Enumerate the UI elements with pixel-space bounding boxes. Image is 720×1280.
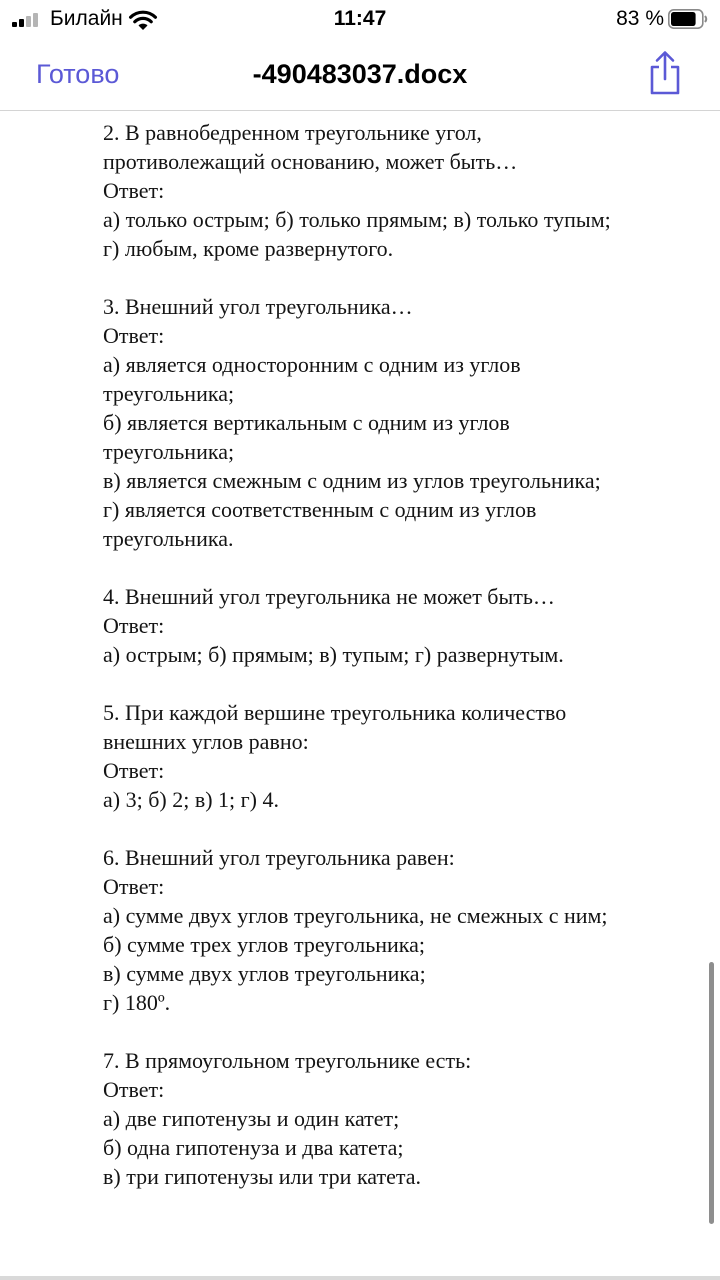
document-line: Ответ:	[103, 1077, 165, 1102]
document-line: Ответ:	[103, 178, 165, 203]
carrier-name: Билайн	[50, 7, 123, 30]
document-line: в) является смежным с одним из углов треугольника;	[103, 468, 601, 493]
document-line: Ответ:	[103, 874, 165, 899]
document-line: а) острым; б) прямым; в) тупым; г) развернутым.	[103, 642, 564, 667]
document-line: Ответ:	[103, 323, 165, 348]
document-line: б) сумме трех углов треугольника;	[103, 932, 426, 957]
document-content[interactable]	[103, 118, 683, 1220]
question-block	[103, 118, 683, 263]
document-line: треугольника;	[103, 381, 235, 406]
document-line: 4. Внешний угол треугольника не может быть…	[103, 584, 555, 609]
document-line: противолежащий основанию, может быть…	[103, 149, 518, 174]
document-line: 2. В равнобедренном треугольнике угол,	[103, 120, 482, 145]
document-line: треугольника.	[103, 526, 234, 551]
status-time: 11:47	[333, 7, 387, 30]
battery-percent: 83 %	[616, 7, 664, 30]
document-line: Ответ:	[103, 613, 165, 638]
document-line: г) 180º.	[103, 990, 171, 1015]
question-block	[103, 843, 683, 1017]
document-line: а) является односторонним с одним из углов	[103, 352, 521, 377]
question-block	[103, 1046, 683, 1191]
share-icon[interactable]	[645, 50, 685, 96]
document-line: 7. В прямоугольном треугольнике есть:	[103, 1048, 472, 1073]
done-button[interactable]: Готово	[36, 59, 120, 89]
document-line: 3. Внешний угол треугольника…	[103, 294, 413, 319]
document-line: в) три гипотенузы или три катета.	[103, 1164, 422, 1189]
document-line: в) сумме двух углов треугольника;	[103, 961, 426, 986]
question-block	[103, 698, 683, 814]
document-line: 6. Внешний угол треугольника равен:	[103, 845, 455, 870]
document-line: б) является вертикальным с одним из углов	[103, 410, 510, 435]
bottom-edge	[0, 1276, 720, 1280]
scroll-indicator[interactable]	[709, 962, 714, 1224]
document-line: Ответ:	[103, 758, 165, 783]
question-block	[103, 292, 683, 553]
battery-icon	[668, 9, 708, 29]
document-line: 5. При каждой вершине треугольника количество	[103, 700, 567, 725]
nav-bar	[0, 40, 720, 111]
document-line: г) любым, кроме развернутого.	[103, 236, 394, 261]
status-bar	[0, 0, 720, 40]
document-title: -490483037.docx	[252, 59, 468, 89]
question-block	[103, 582, 683, 669]
document-line: треугольника;	[103, 439, 235, 464]
document-line: внешних углов равно:	[103, 729, 309, 754]
document-line: а) 3; б) 2; в) 1; г) 4.	[103, 787, 280, 812]
document-line: а) сумме двух углов треугольника, не смежных с ним;	[103, 903, 608, 928]
document-line: а) только острым; б) только прямым; в) только тупым;	[103, 207, 611, 232]
document-line: б) одна гипотенуза и два катета;	[103, 1135, 404, 1160]
document-line: а) две гипотенузы и один катет;	[103, 1106, 400, 1131]
document-line: г) является соответственным с одним из углов	[103, 497, 537, 522]
